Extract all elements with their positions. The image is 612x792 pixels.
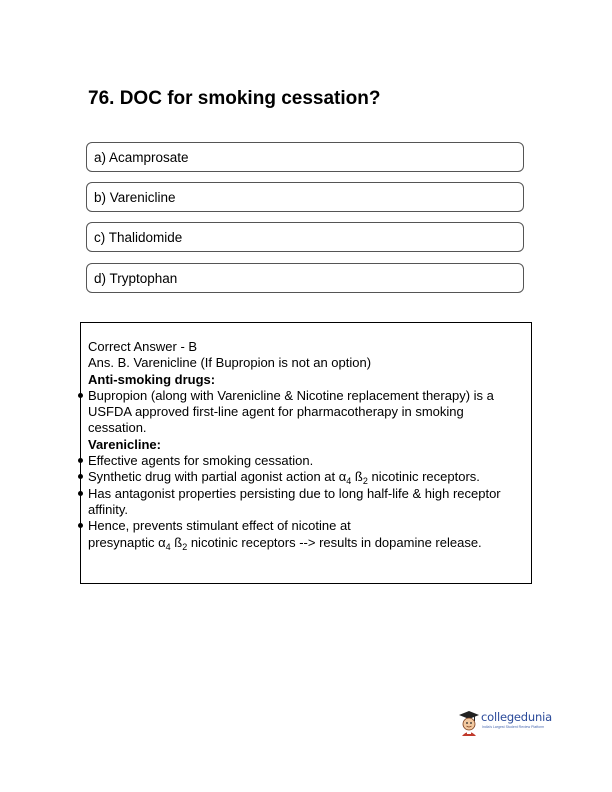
answer-box: [80, 322, 532, 584]
beta-symbol: ß: [354, 469, 363, 485]
logo-name: collegedunia: [481, 710, 552, 724]
alpha-symbol: α: [338, 469, 347, 485]
correct-answer: Correct Answer - B: [88, 339, 198, 354]
bullet-prevents-stimulant: [88, 518, 525, 551]
alpha-subscript: 4: [346, 476, 352, 487]
section-heading-varenicline: Varenicline:: [88, 436, 161, 452]
beta-subscript: 2: [182, 541, 188, 552]
answer-explanation: Ans. B. Varenicline (If Bupropion is not an option): [88, 355, 372, 371]
bullet-text: presynaptic: [88, 534, 159, 550]
bullet-text: nicotinic receptors.: [367, 469, 480, 485]
graduate-mascot-icon: [458, 710, 480, 736]
option-c[interactable]: c) Thalidomide: [86, 222, 524, 252]
logo-tagline: India's Largest Student Review Platform: [482, 725, 545, 729]
bullet-text: Synthetic drug with partial agonist action at: [88, 469, 339, 485]
option-d[interactable]: d) Tryptophan: [86, 263, 524, 293]
beta-symbol: ß: [174, 534, 183, 550]
question-title: 76. DOC for smoking cessation?: [88, 88, 381, 109]
option-b[interactable]: b) Varenicline: [86, 182, 524, 212]
alpha-symbol: α: [158, 534, 166, 550]
section-heading-anti-smoking: Anti-smoking drugs:: [88, 371, 216, 387]
bullet-antagonist: Has antagonist properties persisting due to long half-life & high receptor affinity.: [88, 486, 525, 519]
collegedunia-logo[interactable]: [458, 708, 568, 738]
bullet-bupropion: Bupropion (along with Varenicline & Nicotine replacement therapy) is a USFDA approved first-line agent for pharmacotherapy in smoking cessation.: [88, 388, 525, 437]
alpha-subscript: 4: [165, 541, 171, 552]
bullet-text: nicotinic receptors --> results in dopamine release.: [187, 534, 482, 550]
bullet-partial-agonist: [88, 469, 525, 485]
bullet-effective-agents: Effective agents for smoking cessation.: [88, 453, 525, 469]
option-a[interactable]: a) Acamprosate: [86, 142, 524, 172]
beta-subscript: 2: [362, 476, 368, 487]
answer-content: [88, 339, 525, 551]
bullet-text: Hence, prevents stimulant effect of nicotine at: [88, 518, 351, 534]
